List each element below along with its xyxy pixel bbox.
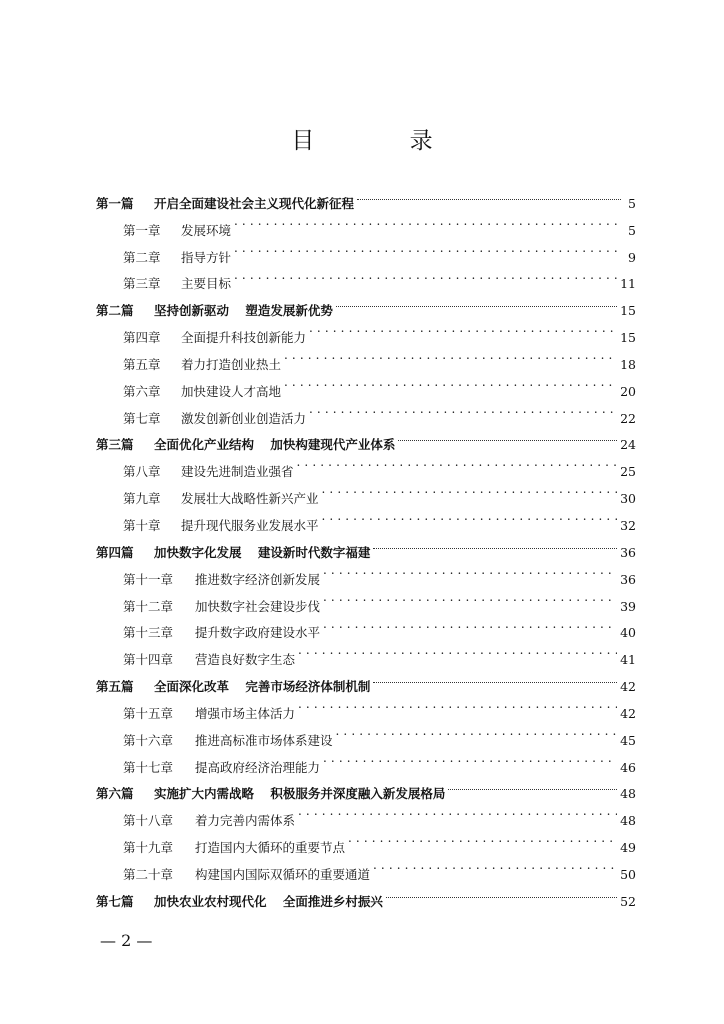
chapter-label: 第十七章 <box>123 759 174 775</box>
dot-leader <box>373 530 617 557</box>
dot-leader <box>373 664 617 691</box>
dot-leader <box>323 611 617 638</box>
dot-leader <box>234 235 621 262</box>
chapter-title: 提升现代服务业发展水平 <box>181 517 319 533</box>
chapter-label: 第十二章 <box>123 598 174 614</box>
chapter-title: 指导方针 <box>181 249 232 265</box>
dot-leader <box>373 852 617 879</box>
dot-leader <box>448 772 617 799</box>
toc-page-number: 32 <box>620 517 636 533</box>
part-label: 第一篇 <box>96 195 134 211</box>
chapter-label: 第十八章 <box>123 813 174 829</box>
chapter-label: 第十五章 <box>123 705 174 721</box>
dot-leader <box>284 369 617 396</box>
toc-page-number: 36 <box>620 544 636 560</box>
chapter-label: 第三章 <box>123 276 161 292</box>
chapter-label: 第一章 <box>123 222 161 238</box>
dot-leader <box>348 825 617 852</box>
chapter-label: 第五章 <box>123 356 161 372</box>
toc-page-number: 25 <box>620 464 636 480</box>
part-label: 第五篇 <box>96 679 134 695</box>
toc-page-number: 40 <box>620 625 636 641</box>
dot-leader <box>298 798 617 825</box>
dot-leader <box>323 557 617 584</box>
toc-page-number: 22 <box>620 410 636 426</box>
toc-page-number: 46 <box>620 759 636 775</box>
dot-leader <box>357 181 621 208</box>
chapter-label: 第六章 <box>123 383 161 399</box>
chapter-label: 第十九章 <box>123 840 174 856</box>
chapter-label: 第九章 <box>123 491 161 507</box>
chapter-title: 着力打造创业热土 <box>181 356 282 372</box>
chapter-title: 营造良好数字生态 <box>195 652 296 668</box>
chapter-title: 主要目标 <box>181 276 232 292</box>
chapter-label: 第七章 <box>123 410 161 426</box>
dot-leader <box>309 396 617 423</box>
dot-leader <box>309 315 617 342</box>
dot-leader <box>298 637 617 664</box>
toc-page-number: 11 <box>620 276 636 292</box>
chapter-label: 第十六章 <box>123 732 174 748</box>
toc-page-number: 15 <box>620 330 636 346</box>
toc-page-number: 15 <box>620 303 636 319</box>
table-of-contents <box>96 181 636 909</box>
toc-page-number: 9 <box>628 249 636 265</box>
chapter-title: 加快数字社会建设步伐 <box>195 598 321 614</box>
chapter-label: 第十一章 <box>123 571 174 587</box>
part-title: 全面深化改革 完善市场经济体制机制 <box>154 679 371 695</box>
dot-leader <box>323 584 617 611</box>
chapter-title: 加快建设人才高地 <box>181 383 282 399</box>
chapter-label: 第二章 <box>123 249 161 265</box>
dot-leader <box>322 503 618 530</box>
dot-leader <box>322 476 618 503</box>
part-title: 实施扩大内需战略 积极服务并深度融入新发展格局 <box>154 786 446 802</box>
toc-page-number: 42 <box>620 705 636 721</box>
part-label: 第七篇 <box>96 893 134 909</box>
chapter-label: 第二十章 <box>123 866 174 882</box>
chapter-title: 打造国内大循环的重要节点 <box>195 840 346 856</box>
part-title: 加快农业农村现代化 全面推进乡村振兴 <box>154 893 383 909</box>
chapter-title: 发展壮大战略性新兴产业 <box>181 491 319 507</box>
part-label: 第四篇 <box>96 544 134 560</box>
dot-leader <box>234 208 621 235</box>
dot-leader <box>297 449 618 476</box>
chapter-title: 推进数字经济创新发展 <box>195 571 321 587</box>
page-title: 目 录 <box>291 128 477 154</box>
chapter-title: 全面提升科技创新能力 <box>181 330 307 346</box>
toc-page-number: 5 <box>628 222 636 238</box>
chapter-title: 着力完善内需体系 <box>195 813 296 829</box>
dot-leader <box>234 262 617 289</box>
part-title: 全面优化产业结构 加快构建现代产业体系 <box>154 437 396 453</box>
chapter-label: 第十三章 <box>123 625 174 641</box>
toc-page-number: 30 <box>620 491 636 507</box>
toc-part-entry[interactable] <box>96 181 636 211</box>
toc-page-number: 42 <box>620 679 636 695</box>
chapter-label: 第八章 <box>123 464 161 480</box>
toc-page-number: 5 <box>628 195 636 211</box>
toc-page-number: 48 <box>620 813 636 829</box>
dot-leader <box>398 423 617 450</box>
dot-leader <box>298 691 617 718</box>
dot-leader <box>336 718 618 745</box>
toc-page-number: 48 <box>620 786 636 802</box>
chapter-title: 提升数字政府建设水平 <box>195 625 321 641</box>
dot-leader <box>336 288 617 315</box>
toc-page-number: 20 <box>620 383 636 399</box>
chapter-label: 第十四章 <box>123 652 174 668</box>
toc-page-number: 45 <box>620 732 636 748</box>
toc-page-number: 49 <box>620 840 636 856</box>
part-label: 第六篇 <box>96 786 134 802</box>
chapter-title: 建设先进制造业强省 <box>181 464 294 480</box>
toc-page-number: 36 <box>620 571 636 587</box>
part-label: 第二篇 <box>96 303 134 319</box>
dot-leader <box>284 342 617 369</box>
toc-page-number: 39 <box>620 598 636 614</box>
chapter-title: 提高政府经济治理能力 <box>195 759 321 775</box>
toc-page-number: 50 <box>620 866 636 882</box>
chapter-label: 第四章 <box>123 330 161 346</box>
chapter-label: 第十章 <box>123 517 161 533</box>
toc-page-number: 24 <box>620 437 636 453</box>
page-number: — 2 — <box>100 931 153 950</box>
part-title: 坚持创新驱动 塑造发展新优势 <box>154 303 333 319</box>
chapter-title: 构建国内国际双循环的重要通道 <box>195 866 371 882</box>
part-label: 第三篇 <box>96 437 134 453</box>
chapter-title: 推进高标准市场体系建设 <box>195 732 333 748</box>
chapter-title: 发展环境 <box>181 222 232 238</box>
dot-leader <box>323 745 617 772</box>
toc-page-number: 52 <box>620 893 636 909</box>
toc-page-number: 18 <box>620 356 636 372</box>
chapter-title: 激发创新创业创造活力 <box>181 410 307 426</box>
chapter-title: 增强市场主体活力 <box>195 705 296 721</box>
part-title: 开启全面建设社会主义现代化新征程 <box>154 195 355 211</box>
toc-page-number: 41 <box>620 652 636 668</box>
dot-leader <box>386 879 617 906</box>
part-title: 加快数字化发展 建设新时代数字福建 <box>154 544 371 560</box>
